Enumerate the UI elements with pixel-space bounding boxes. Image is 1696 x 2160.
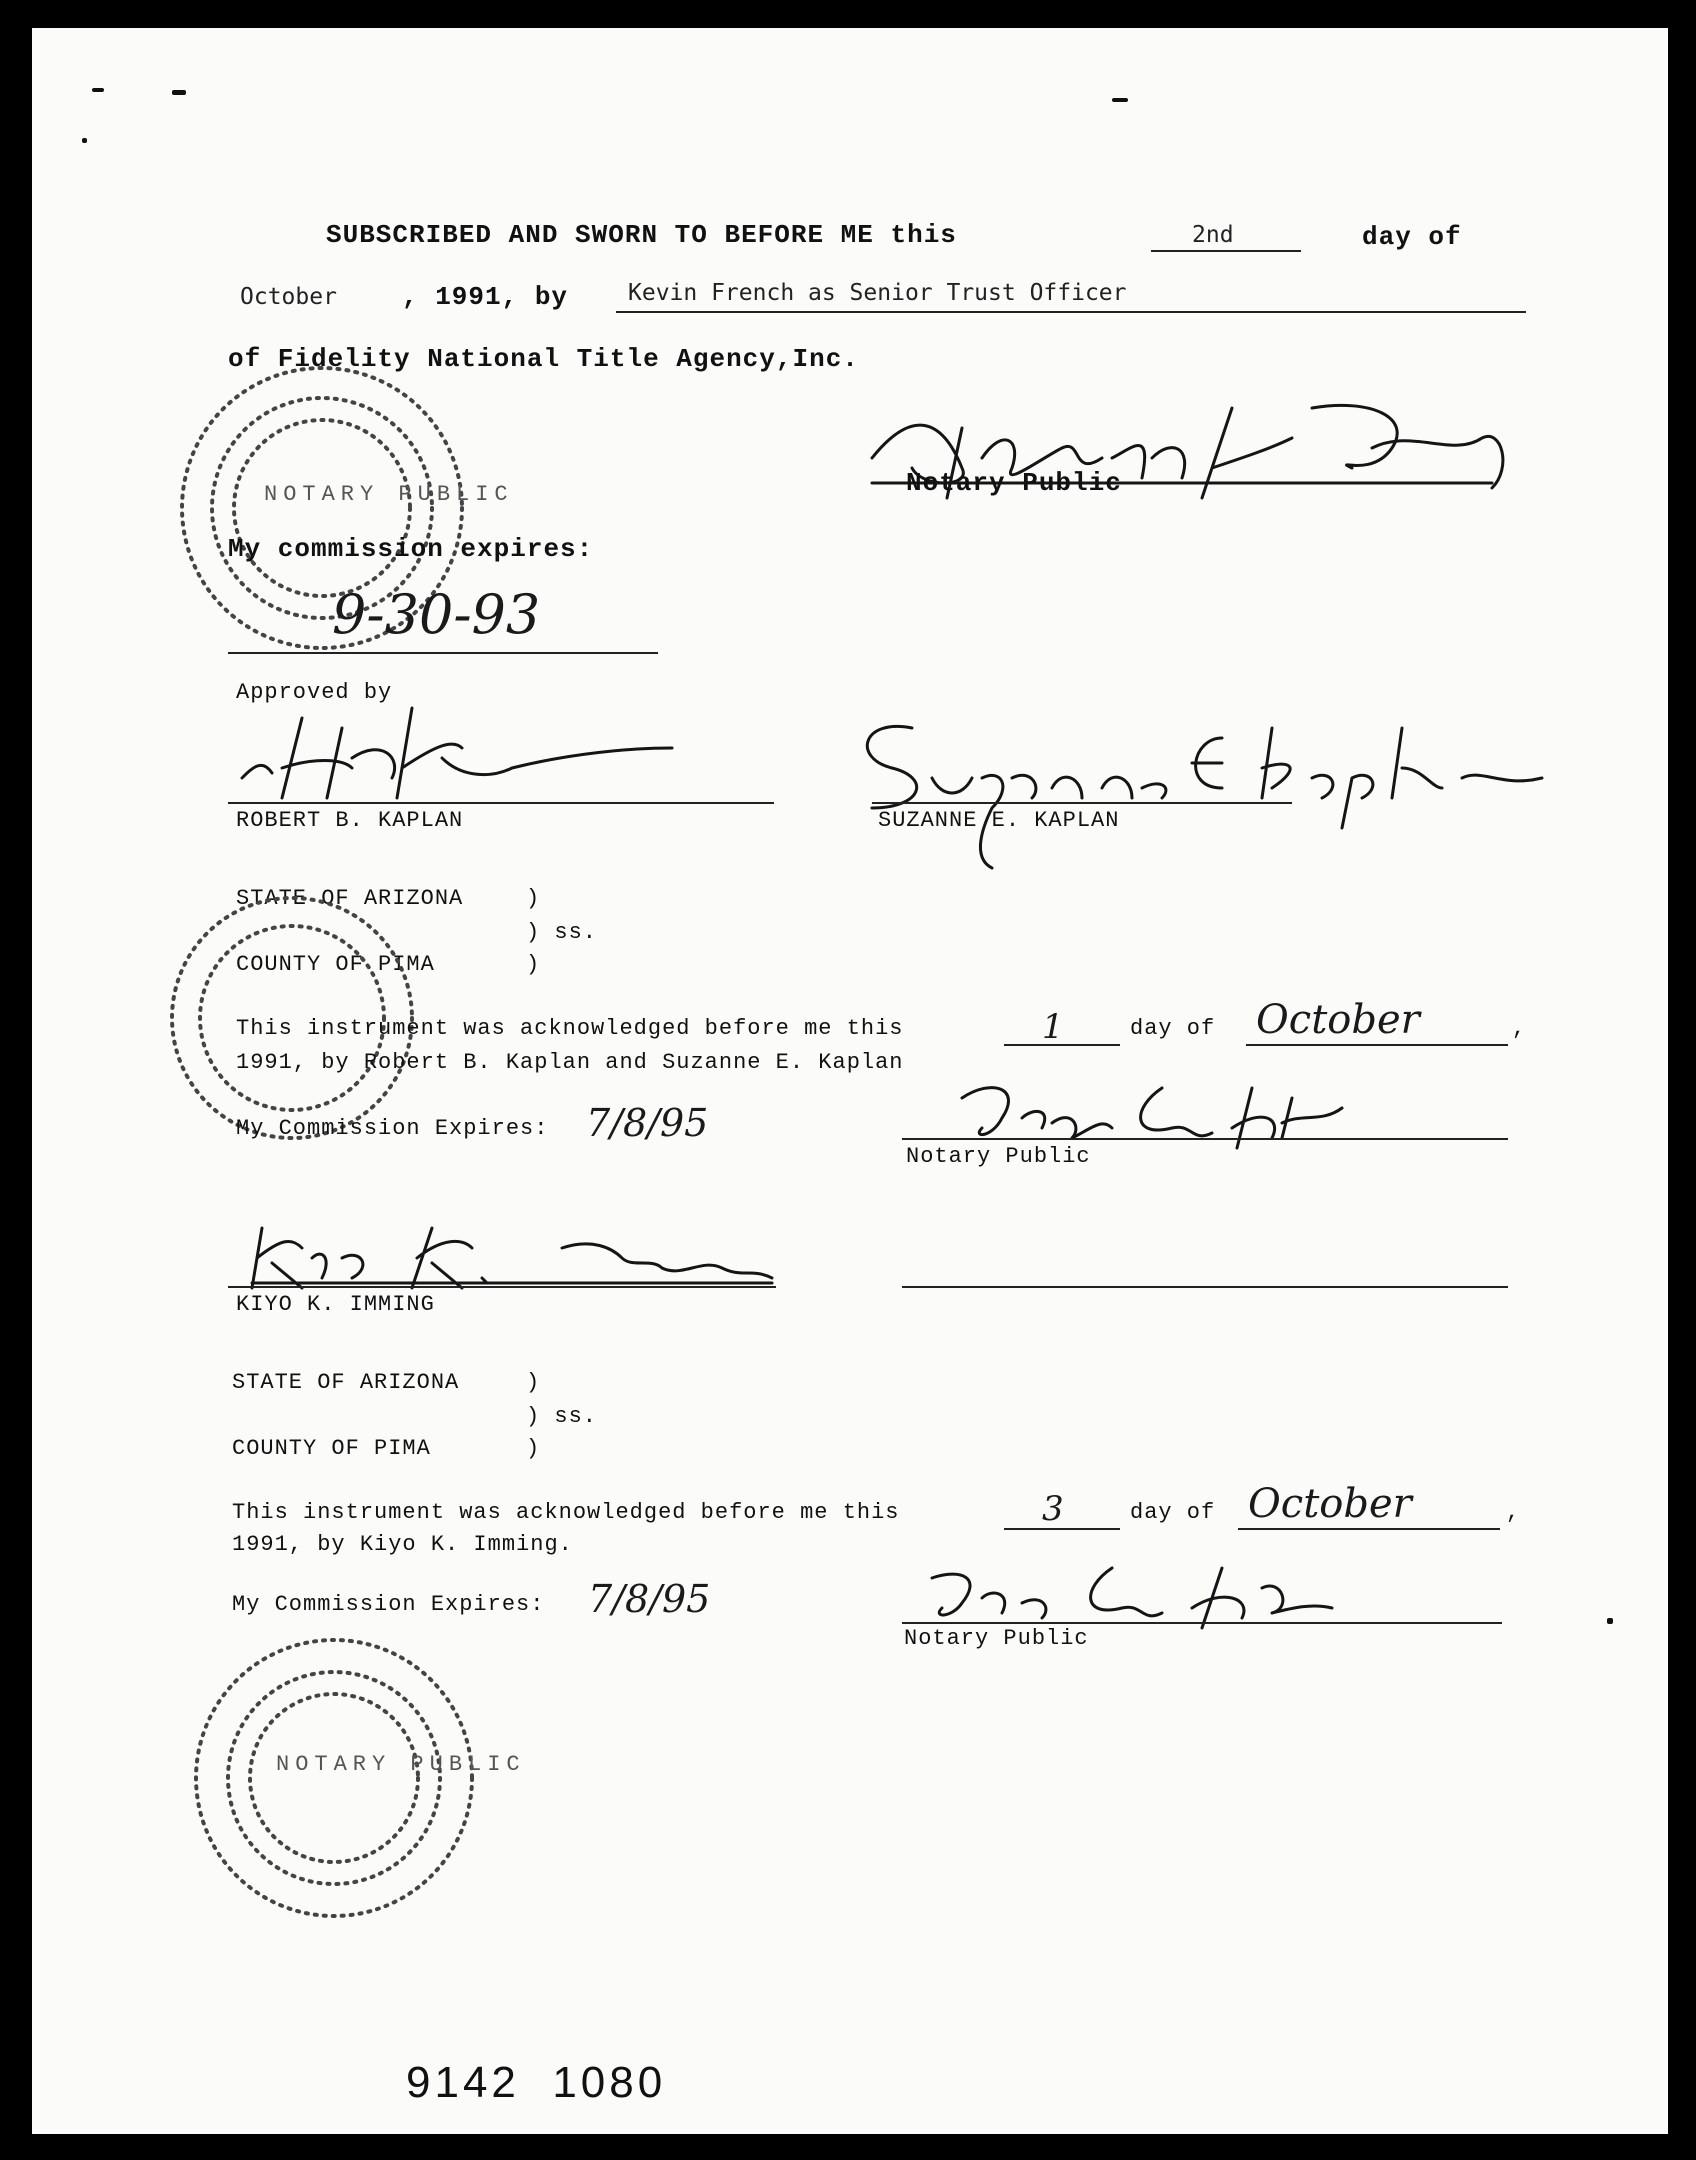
ack1-state-paren: ) (526, 886, 541, 911)
seal-text: NOTARY PUBLIC (264, 482, 514, 507)
ack1-county-paren: ) (526, 952, 541, 977)
ack2-ss: ) ss. (526, 1404, 598, 1429)
ack1-text-line1: This instrument was acknowledged before me this (236, 1016, 904, 1041)
oath-day-of-label: day of (1362, 222, 1462, 252)
ack2-text-line1: This instrument was acknowledged before me this (232, 1500, 900, 1525)
scan-speck (82, 138, 87, 143)
ack2-comma: , (1506, 1500, 1521, 1525)
seal-text: NOTARY PUBLIC (276, 1752, 526, 1777)
kiyo-imming-line (228, 1286, 776, 1288)
ack1-day-value: 1 (1042, 1007, 1064, 1047)
blank-signature-line (902, 1286, 1508, 1288)
commission-expires-date-1: 9-30-93 (332, 583, 541, 646)
robert-kaplan-name: ROBERT B. KAPLAN (236, 808, 464, 833)
ack1-commission-date: 7/8/95 (586, 1101, 709, 1145)
ack1-county: COUNTY OF PIMA (236, 952, 435, 977)
scan-speck (172, 90, 186, 95)
notary-seal-bottom (184, 1628, 526, 1928)
ack2-text-line2: 1991, by Kiyo K. Imming. (232, 1532, 573, 1557)
ack1-text-line2: 1991, by Robert B. Kaplan and Suzanne E. Kaplan (236, 1050, 904, 1075)
ack1-commission-label: My Commission Expires: (236, 1116, 549, 1141)
oath-day-value: 2nd (1192, 222, 1234, 248)
ack1-ss: ) ss. (526, 920, 598, 945)
ack2-state-paren: ) (526, 1370, 541, 1395)
document-page (32, 28, 1668, 2134)
kiyo-imming-name: KIYO K. IMMING (236, 1292, 435, 1317)
suzanne-kaplan-line (872, 802, 1292, 804)
oath-statement: SUBSCRIBED AND SWORN TO BEFORE ME this (326, 220, 957, 250)
ack1-comma: , (1512, 1016, 1527, 1041)
ack2-notary-signature (892, 1548, 1352, 1638)
ack2-commission-label: My Commission Expires: (232, 1592, 545, 1617)
approved-by-label: Approved by (236, 680, 393, 705)
ack2-month-value: October (1248, 1481, 1412, 1527)
ack2-county: COUNTY OF PIMA (232, 1436, 431, 1461)
suzanne-kaplan-name: SUZANNE E. KAPLAN (878, 808, 1120, 833)
ack1-notary-line (902, 1138, 1508, 1140)
ack2-notary-public-label: Notary Public (904, 1626, 1089, 1651)
oath-month-value: October (240, 284, 337, 310)
oath-year-label: , 1991, by (402, 282, 569, 312)
oath-day-line (1151, 250, 1301, 252)
ack2-day-of-label: day of (1130, 1500, 1216, 1525)
ack2-commission-date: 7/8/95 (588, 1577, 711, 1621)
ack2-county-paren: ) (526, 1436, 541, 1461)
ack2-day-value: 3 (1042, 1489, 1064, 1529)
commission-expires-label-1: My commission expires: (228, 534, 594, 564)
ack2-month-line (1238, 1528, 1500, 1530)
oath-agency: of Fidelity National Title Agency,Inc. (228, 344, 859, 374)
ack1-notary-public-label: Notary Public (906, 1144, 1091, 1169)
scan-speck (1112, 98, 1128, 102)
notary-public-label-1: Notary Public (906, 468, 1122, 498)
ack2-notary-line (902, 1622, 1502, 1624)
scan-speck (1607, 1618, 1613, 1624)
ack1-month-line (1246, 1044, 1508, 1046)
ack1-month-value: October (1256, 997, 1420, 1043)
oath-by-line (616, 311, 1526, 313)
suzanne-kaplan-signature (842, 708, 1562, 878)
robert-kaplan-signature (232, 698, 702, 808)
ack1-day-of-label: day of (1130, 1016, 1216, 1041)
scan-speck (92, 88, 104, 92)
oath-by-name: Kevin French as Senior Trust Officer (628, 280, 1127, 306)
document-number: 9142 1080 (406, 2058, 667, 2107)
commission-line-1 (228, 652, 658, 654)
robert-kaplan-line (228, 802, 774, 804)
ack2-state: STATE OF ARIZONA (232, 1370, 460, 1395)
ack1-state: STATE OF ARIZONA (236, 886, 464, 911)
